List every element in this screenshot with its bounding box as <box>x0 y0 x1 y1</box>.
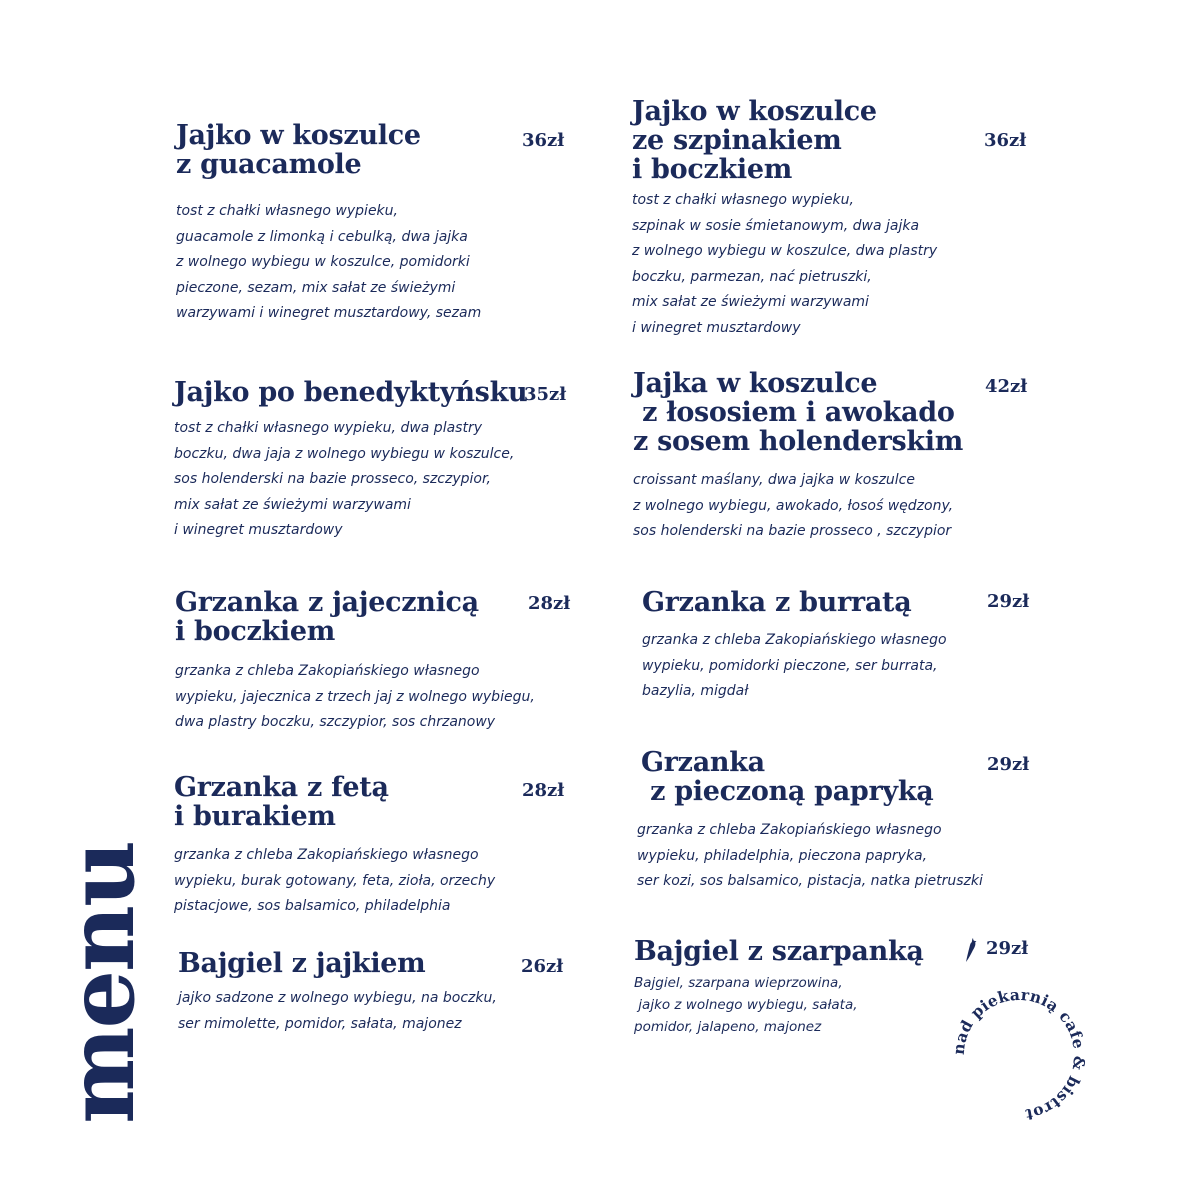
item-title: Grzanka z fetą i burakiem <box>174 772 389 832</box>
menu-item-grzanka-papryka <box>637 747 983 895</box>
item-description: Bajgiel, szarpana wieprzowina, jajko z wolnego wybiegu, sałata, pomidor, jalapeno, majonez <box>634 975 858 1035</box>
item-description: tost z chałki własnego wypieku, szpinak w sosie śmietanowym, dwa jajka z wolnego wybiegu w koszulce, dwa plastry boczku, parmezan, nać pietruszki, mix sałat ze świeżymi warzywami i winegret musztardowy <box>632 192 938 336</box>
item-title: Jajka w koszulce z łososiem i awokado z sosem holenderskim <box>633 368 964 457</box>
item-price: 36zł <box>984 130 1027 151</box>
item-title: Bajgiel z szarpanką <box>634 936 924 967</box>
item-description: tost z chałki własnego wypieku, dwa plastry boczku, dwa jaja z wolnego wybiegu w koszulce, sos holenderski na bazie prosseco, szczypior, mix sałat ze świeżymi warzywami i winegret musztardowy <box>174 420 515 538</box>
stamp-text <box>949 985 1090 1125</box>
menu-item-jajko-benedyktynsku <box>174 378 527 544</box>
menu-item-grzanka-jajecznica <box>175 588 535 736</box>
menu-item-jajko-szpinak <box>632 97 937 341</box>
item-title: Grzanka z jajecznicą i boczkiem <box>175 587 479 647</box>
item-description: grzanka z chleba Zakopiańskiego własnego wypieku, philadelphia, pieczona papryka, ser kozi, sos balsamico, pistacja, natka pietruszki <box>637 822 983 889</box>
item-description: tost z chałki własnego wypieku, guacamole z limonką i cebulką, dwa jajka z wolnego wybiegu w koszulce, pomidorki pieczone, sezam, mix sałat ze świeżymi warzywami i winegret musztardowy, sezam <box>176 203 482 321</box>
item-price: 28zł <box>528 593 571 614</box>
menu-item-bajgiel-szarpanka <box>634 937 924 1038</box>
item-price: 29zł <box>986 938 1029 959</box>
item-price: 42zł <box>985 376 1028 397</box>
item-title: Jajko w koszulce z guacamole <box>176 120 421 180</box>
menu-item-grzanka-feta <box>174 773 495 920</box>
item-description: grzanka z chleba Zakopiańskiego własnego wypieku, burak gotowany, feta, zioła, orzechy pistacjowe, sos balsamico, philadelphia <box>174 847 496 914</box>
menu-vertical-label: menu <box>47 842 155 1124</box>
item-price: 26zł <box>521 956 564 977</box>
chili-pepper-icon <box>964 937 978 963</box>
menu-item-jajko-guacamole <box>176 121 481 327</box>
item-price: 29zł <box>987 591 1030 612</box>
item-title: Grzanka z pieczoną papryką <box>641 747 934 807</box>
menu-item-bajgiel-jajkiem <box>178 949 497 1037</box>
stamp-text-path: nad piekarnią cafe & bistrot <box>948 984 1090 1125</box>
item-description: grzanka z chleba Zakopiańskiego własnego wypieku, pomidorki pieczone, ser burrata, bazylia, migdał <box>642 632 947 699</box>
item-title: Jajko w koszulce ze szpinakiem i boczkiem <box>632 96 877 185</box>
item-title: Bajgiel z jajkiem <box>178 948 426 979</box>
item-price: 36zł <box>522 130 565 151</box>
menu-item-jajka-losos <box>633 369 963 545</box>
item-description: croissant maślany, dwa jajka w koszulce z wolnego wybiegu, awokado, łosoś wędzony, sos holenderski na bazie prosseco , szczypior <box>633 472 954 539</box>
item-price: 28zł <box>522 780 565 801</box>
item-title: Grzanka z burratą <box>642 587 912 618</box>
menu-item-grzanka-burrata <box>642 588 947 705</box>
cafe-bistrot-circular-stamp <box>944 980 1094 1130</box>
item-description: grzanka z chleba Zakopiańskiego własnego wypieku, jajecznica z trzech jaj z wolnego wybiegu, dwa plastry boczku, szczypior, sos chrzanowy <box>175 663 535 730</box>
item-description: jajko sadzone z wolnego wybiegu, na boczku, ser mimolette, pomidor, sałata, majonez <box>178 990 497 1032</box>
item-price: 29zł <box>987 754 1030 775</box>
item-price: 35zł <box>524 384 567 405</box>
item-title: Jajko po benedyktyńsku <box>174 377 528 408</box>
